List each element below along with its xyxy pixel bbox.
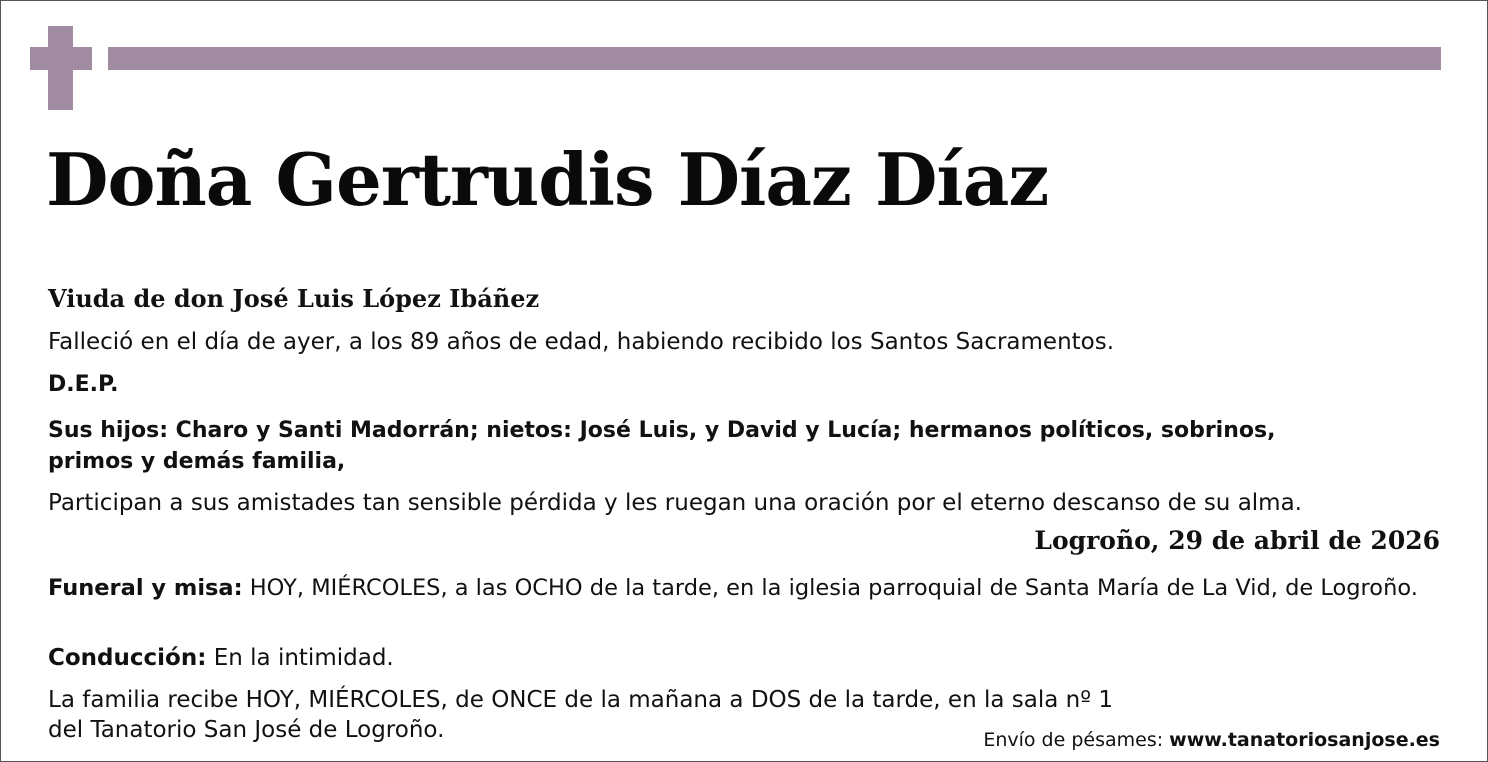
wake-info [48,685,1113,745]
wake-line-1: La familia recibe HOY, MIÉRCOLES, de ONCE de la mañana a DOS de la tarde, en la sala nº 1 [48,687,1113,713]
dateline: Logroño, 29 de abril de 2026 [1034,526,1440,555]
funeral-label: Funeral y misa: [48,575,243,601]
cross-horizontal-bar [30,47,92,70]
condolences-label: Envío de pésames: [983,729,1170,751]
conduction-label: Conducción: [48,645,207,671]
rip-line: D.E.P. [48,372,119,397]
family-members [48,415,1443,477]
conduction-info [48,643,394,674]
funeral-info [48,573,1448,604]
spouse-line: Viuda de don José Luis López Ibáñez [48,284,540,313]
condolences-footer [983,727,1440,753]
family-line-1: Sus hijos: Charo y Santi Madorrán; nietos: José Luis, y David y Lucía; hermanos políticos, sobrinos, [48,418,1276,443]
funeral-text: HOY, MIÉRCOLES, a las OCHO de la tarde, en la iglesia parroquial de Santa María de La Vid, de Logroño. [242,575,1418,601]
condolences-link[interactable]: www.tanatoriosanjose.es [1169,729,1440,751]
wake-line-2: del Tanatorio San José de Logroño. [48,717,445,743]
plea-line: Participan a sus amistades tan sensible pérdida y les ruegan una oración por el eterno descanso de su alma. [48,490,1302,516]
family-line-2: primos y demás familia, [48,449,346,474]
conduction-text: En la intimidad. [206,645,394,671]
header-rule [108,47,1441,70]
death-statement: Falleció en el día de ayer, a los 89 años de edad, habiendo recibido los Santos Sacramentos. [48,329,1115,355]
deceased-name: Doña Gertrudis Díaz Díaz [46,137,1049,222]
